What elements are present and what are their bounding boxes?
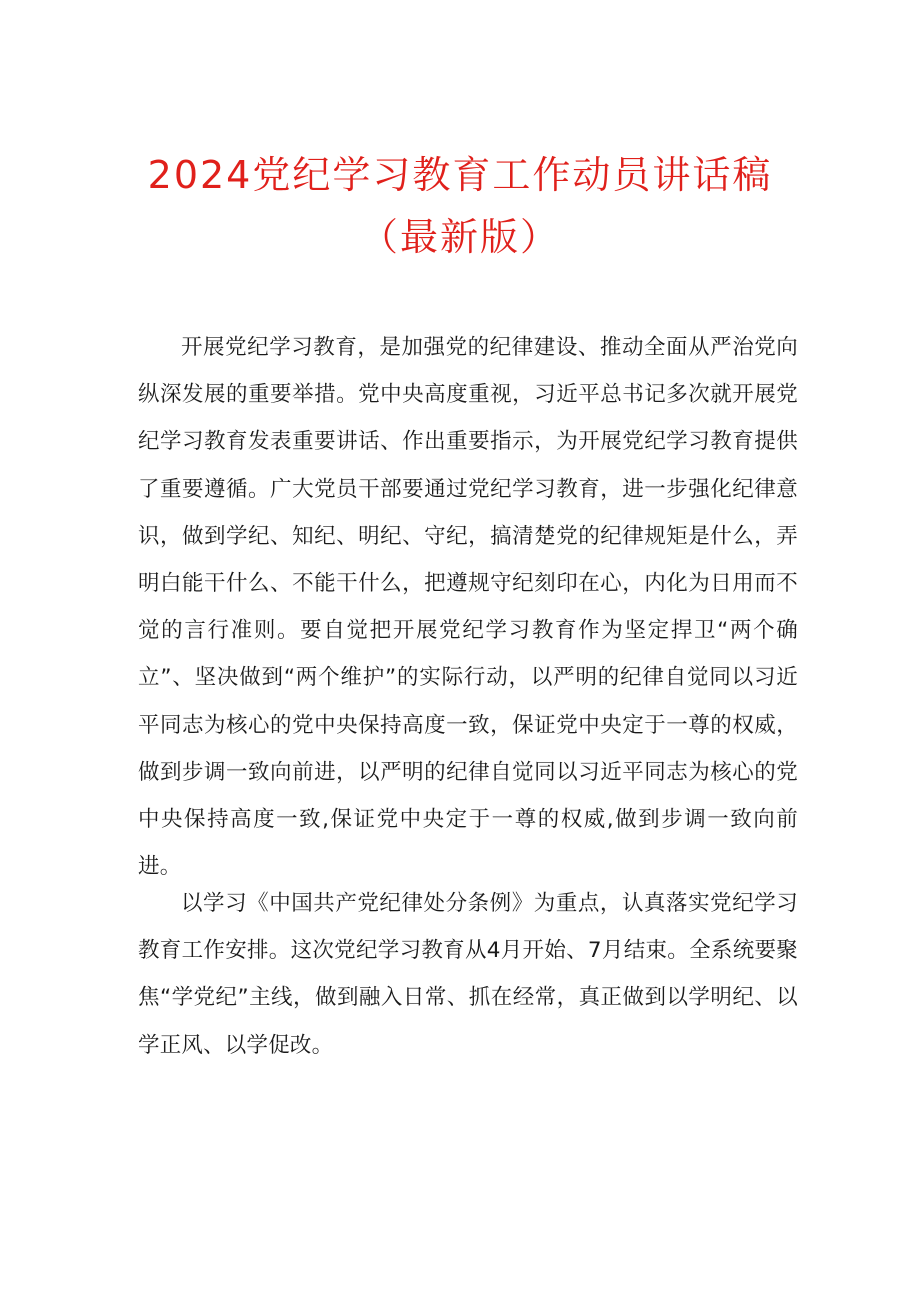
document-subtitle: （最新版） (359, 215, 560, 259)
body-paragraph-1: 开展党纪学习教育，是加强党的纪律建设、推动全面从严治党向纵深发展的重要举措。党中央高度重视，习近平总书记多次就开展党纪学习教育发表重要讲话、作出重要指示，为开展党纪学习教育提供了重要遵循。广大党员干部要通过党纪学习教育，进一步强化纪律意识，做到学纪、知纪、明纪、守纪，搞清楚党的纪律规矩是什么，弄明白能干什么、不能干什么，把遵规守纪刻印在心，内化为日用而不觉的言行准则。要自觉把开展党纪学习教育作为坚定捍卫“两个确立”、坚决做到“两个维护”的实际行动，以严明的纪律自觉同以习近平同志为核心的党中央保持高度一致，保证党中央定于一尊的权威，做到步调一致向前进，以严明的纪律自觉同以习近平同志为核心的党中央保持高度一致,保证党中央定于一尊的权威,做到步调一致向前进。 (138, 335, 798, 880)
body-paragraph-2: 以学习《中国共产党纪律处分条例》为重点，认真落实党纪学习教育工作安排。这次党纪学习教育从4月开始、7月结束。全系统要聚焦“学党纪”主线，做到融入日常、抓在经常，真正做到以学明纪、以学正风、以学促改。 (138, 891, 798, 1058)
document-title: 2024党纪学习教育工作动员讲话稿 (147, 153, 773, 197)
